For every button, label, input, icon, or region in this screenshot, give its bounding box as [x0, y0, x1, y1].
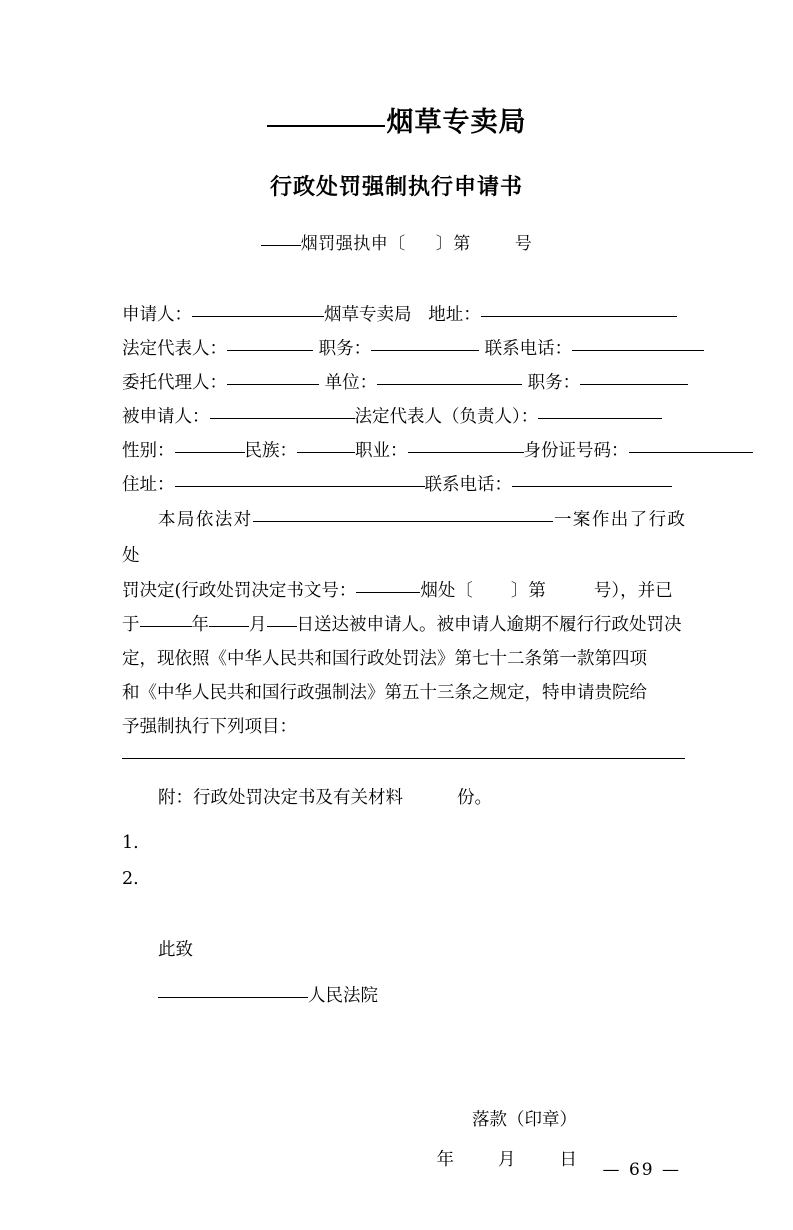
- id-blank: [629, 436, 753, 453]
- legal-rep-label: 法定代表人：: [122, 338, 227, 359]
- statement-paragraph-5: 和《中华人民共和国行政强制法》第五十三条之规定，特申请贵院给: [122, 682, 647, 703]
- closing-salutation: 此致: [158, 939, 193, 960]
- para3-text-b: 年: [191, 614, 209, 635]
- applicant-label: 申请人：: [122, 304, 192, 325]
- field-row-applicant: [122, 298, 685, 332]
- occupation-label: 职业：: [355, 440, 408, 461]
- page-number: — 69 —: [602, 1160, 681, 1180]
- para3-blank-month: [209, 610, 249, 627]
- phone-blank: [572, 334, 704, 351]
- date-year: 年: [436, 1149, 454, 1170]
- occupation-blank: [408, 436, 524, 453]
- attachment-text: 附：行政处罚决定书及有关材料: [158, 787, 403, 808]
- field-row-residence: [122, 468, 685, 502]
- document-subtitle: 行政处罚强制执行申请书: [269, 173, 523, 200]
- agent-label: 委托代理人：: [122, 372, 227, 393]
- court-suffix: 人民法院: [308, 985, 378, 1006]
- date-month: 月: [498, 1149, 516, 1170]
- para1-text-b: 一案作出了行政处: [122, 509, 686, 566]
- gender-blank: [175, 436, 245, 453]
- court-name-blank: [158, 981, 308, 998]
- para1-case-blank: [253, 505, 553, 522]
- document-body: [60, 298, 733, 1177]
- position-label: 职务：: [318, 338, 372, 359]
- field-row-legal-rep: [122, 332, 685, 366]
- para3-text-a: 于: [122, 614, 140, 635]
- unit-label: 单位：: [324, 372, 378, 393]
- para1-text-a: 本局依法对: [158, 509, 253, 530]
- gender-label: 性别：: [122, 440, 175, 461]
- statement-paragraph-6: 予强制执行下列项目：: [122, 716, 297, 737]
- id-label: 身份证号码：: [523, 440, 629, 461]
- para3-text-d: 日送达被申请人。被申请人逾期不履行行政处罚决: [296, 614, 682, 635]
- residence-label: 住址：: [122, 474, 175, 495]
- statement-paragraph-4: 定，现依照《中华人民共和国行政处罚法》第七十二条第一款第四项: [122, 648, 647, 669]
- para2-text-a: 罚决定(行政处罚决定书文号：: [122, 580, 357, 601]
- document-page: [0, 108, 793, 1230]
- attachment-line: [122, 781, 685, 815]
- doc-no-blank-prefix: [261, 245, 301, 246]
- court-line: [122, 979, 685, 1013]
- ethnic-label: 民族：: [244, 440, 297, 461]
- document-number-line: [60, 229, 733, 254]
- field-row-respondent: [122, 400, 685, 434]
- applicant-blank: [192, 300, 324, 317]
- respondent-label: 被申请人：: [122, 406, 210, 427]
- unit-blank: [377, 368, 522, 385]
- list-item: 2.: [122, 868, 139, 889]
- doc-no-mid: 〕第: [435, 233, 471, 254]
- para3-text-c: 月: [249, 614, 267, 635]
- para3-blank-year: [140, 610, 192, 627]
- statement-paragraph-3: [122, 608, 685, 642]
- respondent-rep-label: 法定代表人（负责人）：: [354, 406, 539, 427]
- page-title: [60, 108, 733, 138]
- statement-paragraph-2: [122, 574, 685, 608]
- respondent-rep-blank: [538, 402, 662, 419]
- address-blank: [481, 300, 677, 317]
- signature-date: [122, 1143, 685, 1177]
- signature-block: 落款（印章）: [472, 1109, 577, 1130]
- legal-rep-blank: [227, 334, 313, 351]
- list-item: 1.: [122, 832, 139, 853]
- statement-paragraph-1: [122, 502, 685, 574]
- para2-text-d: 号），并已: [593, 580, 673, 601]
- title-main-text: 烟草专卖局: [386, 107, 527, 138]
- applicant-value: 烟草专卖局: [324, 304, 412, 325]
- agent-position-blank: [580, 368, 688, 385]
- residence-blank: [175, 470, 425, 487]
- field-row-agent: [122, 366, 685, 400]
- para2-text-c: 〕第: [510, 580, 546, 601]
- residence-phone-label: 联系电话：: [424, 474, 512, 495]
- blank-write-line: [122, 758, 685, 759]
- title-blank-underline: [267, 125, 385, 127]
- respondent-blank: [210, 402, 355, 419]
- para3-blank-day: [267, 610, 297, 627]
- para2-blank-1: [356, 576, 420, 593]
- doc-no-suffix: 号: [514, 233, 533, 254]
- date-day: 日: [559, 1149, 577, 1170]
- para2-text-b: 烟处〔: [420, 580, 473, 601]
- address-label: 地址：: [428, 304, 481, 325]
- field-row-identity: [122, 434, 685, 468]
- position-blank: [371, 334, 479, 351]
- agent-position-label: 职务：: [527, 372, 581, 393]
- residence-phone-blank: [512, 470, 672, 487]
- ethnic-blank: [297, 436, 355, 453]
- doc-no-prefix: 烟罚强执申〔: [300, 233, 406, 254]
- attachment-list: [122, 825, 685, 897]
- phone-label: 联系电话：: [484, 338, 573, 359]
- attachment-unit: 份。: [457, 787, 492, 808]
- agent-blank: [227, 368, 319, 385]
